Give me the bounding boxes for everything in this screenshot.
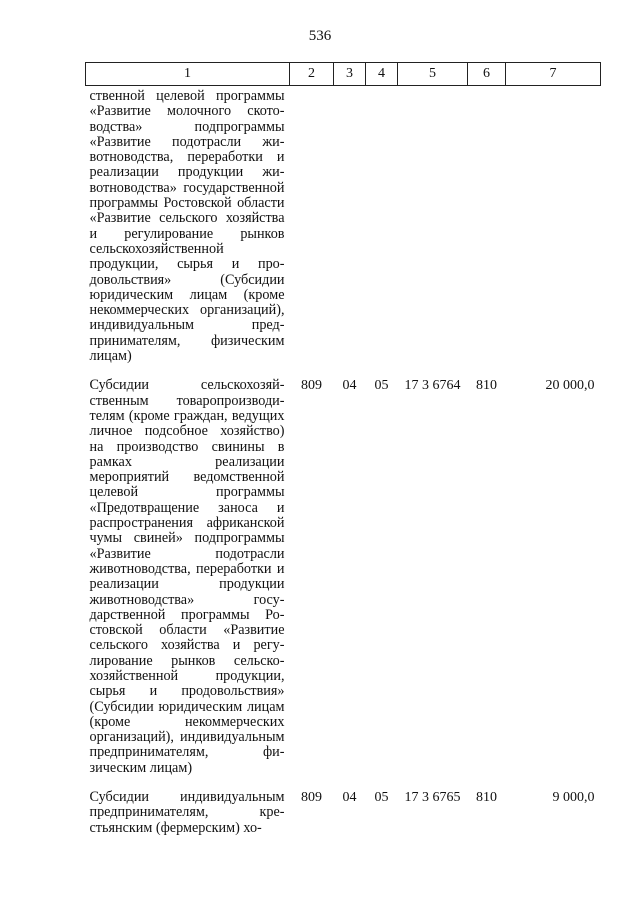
row-ministry-code: 809 (301, 378, 322, 394)
table-row (86, 378, 601, 790)
row-section: 04 (342, 378, 357, 394)
row-subsection: 05 (374, 790, 389, 806)
header-col-2: 2 (290, 63, 334, 86)
row-amount: 20 000,0 (545, 378, 595, 394)
row-target-item: 17 3 6764 (404, 378, 461, 394)
row-section: 04 (342, 790, 357, 806)
header-col-1: 1 (86, 63, 290, 86)
row-description: Субсидии сельскохозяйственным товаропроизводителям (кроме граждан, ведущих личное подсобное хозяйство) на производство свинины в рамках реализации мероприятий ведомственной целевой программы «Предотвращение заноса и распространения африканской чумы свиней» подпрограммы «Развитие подотрасли животноводства, переработки и реализации продукции животноводства» государственной программы Ростовской области «Развитие сельского хозяйства и регулирование рынков сельскохозяйственной продукции, сырья и продовольствия» (Субсидии юридическим лицам (кроме некоммерческих организаций), индивидуальным предпринимателям, физическим лицам) (89, 377, 285, 776)
header-col-4: 4 (366, 63, 398, 86)
budget-table (85, 62, 601, 836)
row-target-item (398, 86, 468, 379)
row-description: Субсидии индивидуальным предпринимателям, крестьянским (фермерским) хо- (89, 789, 285, 836)
row-expense-type (468, 86, 506, 379)
row-expense-type: 810 (476, 790, 497, 806)
table-row (86, 86, 601, 379)
row-expense-type: 810 (476, 378, 497, 394)
row-ministry-code (290, 86, 334, 379)
row-subsection: 05 (374, 378, 389, 394)
table-row (86, 790, 601, 836)
header-col-6: 6 (468, 63, 506, 86)
page-number: 536 (308, 28, 332, 44)
row-description: ственной целевой программы «Развитие молочного скотоводства» подпрограммы «Развитие подотрасли животноводства, переработки и реализации продукции животноводства» государственной программы Ростовской области «Развитие сельского хозяйства и регулирование рынков сельскохозяйственной продукции, сырья и продовольствия» (Субсидии юридическим лицам (кроме некоммерческих организаций), индивидуальным предпринимателям, физическим лицам) (89, 88, 285, 365)
row-ministry-code: 809 (301, 790, 322, 806)
row-target-item: 17 3 6765 (404, 790, 461, 806)
row-section (334, 86, 366, 379)
header-col-3: 3 (334, 63, 366, 86)
row-subsection (366, 86, 398, 379)
row-amount: 9 000,0 (552, 790, 595, 806)
header-row (86, 63, 601, 86)
row-amount (506, 86, 601, 379)
header-col-7: 7 (506, 63, 601, 86)
header-col-5: 5 (398, 63, 468, 86)
